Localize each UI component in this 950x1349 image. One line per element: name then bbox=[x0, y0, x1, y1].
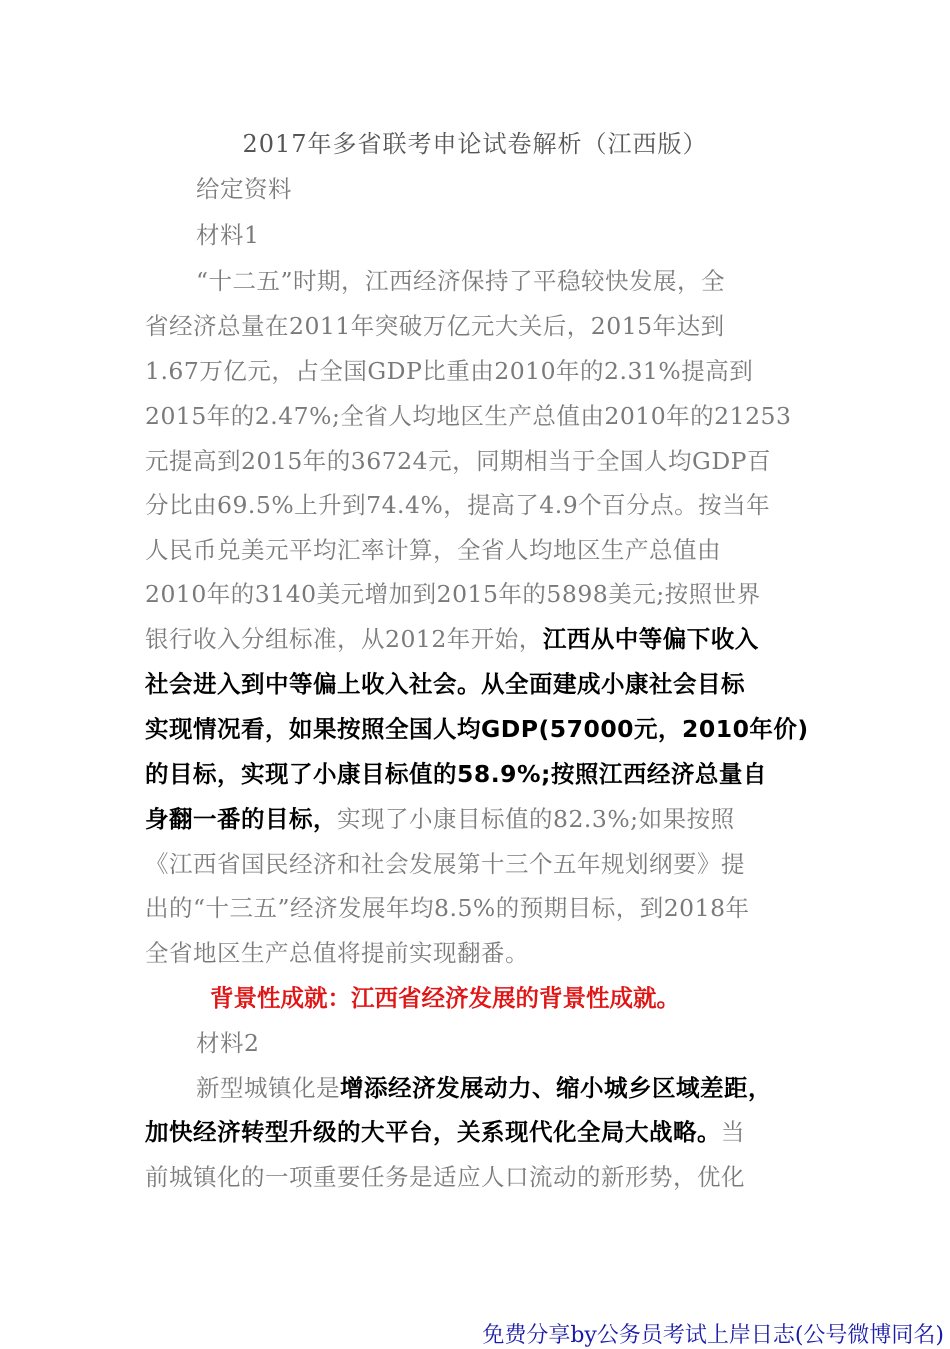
document-title: 2017年多省联考申论试卷解析（江西版） bbox=[242, 130, 708, 158]
material-label: 材料1 bbox=[196, 221, 260, 249]
paragraph-line: 前城镇化的一项重要任务是适应人口流动的新形势，优化 bbox=[145, 1163, 745, 1191]
bold-line: 的目标，实现了小康目标值的58.9%;按照江西经济总量自 bbox=[145, 760, 767, 788]
paragraph-line bbox=[145, 1113, 745, 1147]
bold-text: 加快经济转型升级的大平台，关系现代化全局大战略。 bbox=[145, 1118, 721, 1146]
plain-text: 新型城镇化是 bbox=[196, 1074, 340, 1102]
paragraph-line: 2010年的3140美元增加到2015年的5898美元;按照世界 bbox=[145, 580, 761, 608]
paragraph-line: 2015年的2.47%;全省人均地区生产总值由2010年的21253 bbox=[145, 402, 792, 430]
paragraph-line bbox=[145, 800, 735, 834]
section-heading: 给定资料 bbox=[196, 175, 292, 203]
paragraph-line: 出的“十三五”经济发展年均8.5%的预期目标，到2018年 bbox=[145, 894, 750, 922]
footer-watermark: 免费分享by公务员考试上岸日志(公号微博同名) bbox=[482, 1323, 944, 1348]
paragraph-line: 全省地区生产总值将提前实现翻番。 bbox=[145, 939, 529, 967]
bold-line: 社会进入到中等偏上收入社会。从全面建成小康社会目标 bbox=[145, 670, 745, 698]
paragraph-line: 元提高到2015年的36724元，同期相当于全国人均GDP百 bbox=[145, 447, 771, 475]
plain-text: 实现了小康目标值的82.3%;如果按照 bbox=[337, 805, 735, 833]
bold-text: 身翻一番的目标， bbox=[145, 805, 337, 833]
annotation-note: 背景性成就：江西省经济发展的背景性成就。 bbox=[210, 984, 680, 1012]
paragraph-line bbox=[145, 620, 759, 654]
bold-text: 增添经济发展动力、缩小城乡区域差距， bbox=[340, 1074, 772, 1102]
paragraph-line bbox=[196, 1069, 772, 1103]
bold-line: 实现情况看，如果按照全国人均GDP(57000元，2010年价) bbox=[145, 715, 809, 743]
material-label: 材料2 bbox=[196, 1029, 260, 1057]
paragraph-line: 1.67万亿元，占全国GDP比重由2010年的2.31%提高到 bbox=[145, 357, 754, 385]
plain-text: 当 bbox=[721, 1118, 745, 1146]
paragraph-line: 《江西省国民经济和社会发展第十三个五年规划纲要》提 bbox=[145, 850, 745, 878]
bold-text: 江西从中等偏下收入 bbox=[542, 625, 759, 653]
paragraph-line: 省经济总量在2011年突破万亿元大关后，2015年达到 bbox=[145, 312, 725, 340]
paragraph-line: “十二五”时期，江西经济保持了平稳较快发展，全 bbox=[196, 267, 726, 295]
plain-text: 银行收入分组标准，从2012年开始， bbox=[145, 625, 543, 653]
paragraph-line: 分比由69.5%上升到74.4%，提高了4.9个百分点。按当年 bbox=[145, 491, 771, 519]
paragraph-line: 人民币兑美元平均汇率计算，全省人均地区生产总值由 bbox=[145, 536, 721, 564]
